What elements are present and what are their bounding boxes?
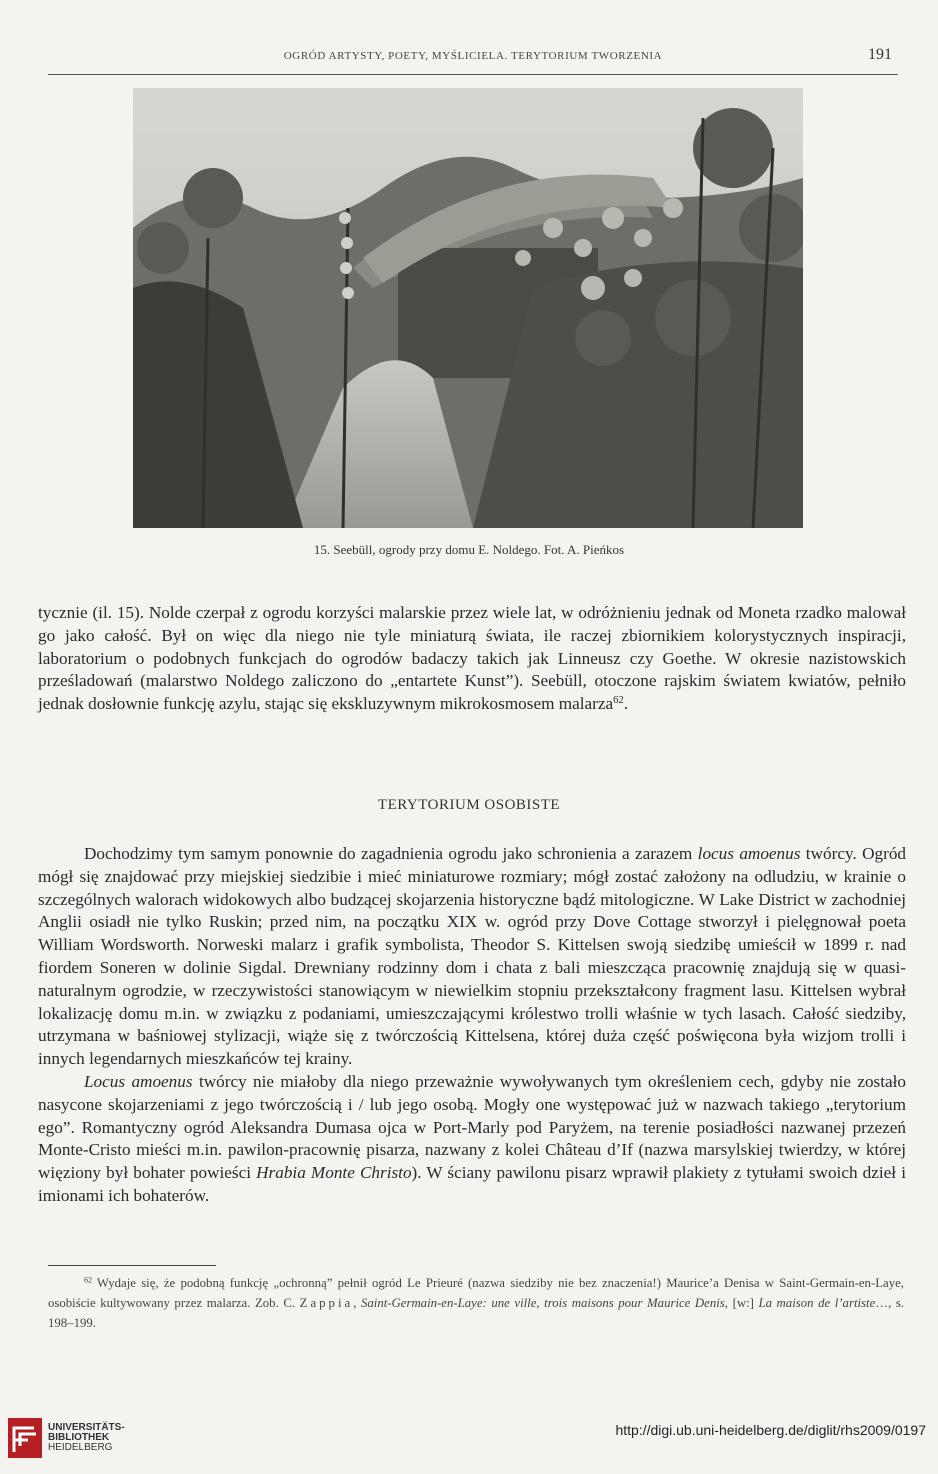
- paragraph-1: tycznie (il. 15). Nolde czerpał z ogrodu korzyści malarskie przez wiele lat, w odróżnieniu jednak od Moneta rzadko malował go jako całość. Był on więc dla niego nie tyle miniaturą świata, ile raczej zbiornikiem kolorystycznych inspiracji, laboratorium o podobnych funkcjach do ogrodów badaczy takich jak Linneusz czy Goethe. W okresie nazistowskich prześladowań (malarstwo Noldego zaliczono do „entartete Kunst”). Seebüll, otoczone rajskim światem kwiatów, pełniło jednak dosłownie funkcję azylu, stając się ekskluzywnym mikrokosmosem malarza$^{62}$.: [38, 603, 906, 714]
- figure-caption: 15. Seebüll, ogrody przy domu E. Noldego. Fot. A. Pieńkos: [313, 542, 625, 557]
- library-logo-icon: [8, 1418, 42, 1458]
- footnote: $^{62}$ Wydaje się, że podobną funkcję „ochronną” pełnił ogród Le Prieuré (nazwa siedziby nie bez znaczenia!) Maurice’a Denisa w Saint-Germain-en-Laye, osobiście kultywowany przez malarza. Zob. C. Zappia, Saint-Germain-en-Laye: une ville, trois maisons pour Maurice Denis, [w:] La maison de l’artiste…, s. 198–199.: [48, 1275, 905, 1330]
- source-url[interactable]: http://digi.ub.uni-heidelberg.de/diglit/rhs2009/0197: [615, 1422, 926, 1438]
- garden-photograph: [133, 88, 803, 528]
- footnote-author: Zappia: [299, 1296, 354, 1310]
- section-heading: TERYTORIUM OSOBISTE: [377, 797, 561, 813]
- body-text: [38, 843, 906, 1208]
- logo-line-2: BIBLIOTHEK: [48, 1432, 110, 1443]
- footnote-divider: [48, 1265, 216, 1266]
- library-logo: [8, 1418, 125, 1458]
- paragraph-2: Dochodzimy tym samym ponownie do zagadnienia ogrodu jako schronienia a zarazem locus amoenus twórcy. Ogród mógł się znajdować przy miejskiej siedzibie i mieć miniaturowe rozmiary; mógł zostać założony na odludziu, w krainie o szczególnych walorach widokowych albo budzącej skojarzenia historyczne bądź mitologiczne. W Lake District w zachodniej Anglii osiadł nie tylko Ruskin; przed nim, na początku XIX w. ogród przy Dove Cottage stworzył i pielęgnował poeta William Wordsworth. Norweski malarz i grafik symbolista, Theodor S. Kittelsen swoją siedzibę umieścił w 1899 r. nad fiordem Soneren w dolinie Sigdal. Drewniany rodzinny dom i chata z bali mieszcząca pracownię znajdują się w quasi-naturalnym ogrodzie, w rzeczywistości stanowiącym w niewielkim stopniu przekształcony fragment lasu. Kittelsen wybrał lokalizację domu m.in. w związku z podaniami, umieszczającymi królestwo trolli właśnie w tych lasach. Całość siedziby, utrzymana w baśniowej stylizacji, wiąże się z twórczością Kittelsena, której duża część poświęcona była wizjom trolli i innych legendarnych mieszkańców tej krainy.: [38, 844, 907, 1069]
- running-head: OGRÓD ARTYSTY, POETY, MYŚLICIELA. TERYTORIUM TWORZENIA: [283, 50, 663, 62]
- footnote-reference: 62: [613, 695, 624, 707]
- logo-line-3: HEIDELBERG: [48, 1442, 113, 1453]
- paragraph-3: Locus amoenus twórcy nie miałoby dla niego przeważnie wywoływanych tym określeniem cech, gdyby nie zostało nasycone skojarzeniami z jego twórczością i / lub jego osobą. Mogły one występować już w nazwach takiego „terytorium ego”. Romantyczny ogród Aleksandra Dumasa ojca w Port-Marly pod Paryżem, na terenie posiadłości nazwanej przezeń Monte-Cristo mieści m.in. pawilon-pracownię pisarza, nazwany z kolei Château d’If (nazwa marsylskiej twierdzy, w której więziony był bohater powieści Hrabia Monte Christo). W ściany pawilonu pisarz wprawił plakiety z tytułami swoich dzieł i imionami ich bohaterów.: [38, 1071, 906, 1205]
- page-header: [48, 44, 898, 75]
- logo-line-1: UNIVERSITÄTS-: [48, 1422, 125, 1433]
- page-number: 191: [868, 46, 892, 63]
- footnote-number: 62: [84, 1275, 92, 1285]
- paragraph-1-text: tycznie (il. 15). Nolde czerpał z ogrodu korzyści malarskie przez wiele lat, w odróżnieniu jednak od Moneta rzadko malował go jako całość. Był on więc dla niego nie tyle miniaturą świata, ile raczej zbiornikiem kolorystycznych inspiracji, laboratorium o podobnych funkcjach do ogrodów badaczy takich jak Linneusz czy Goethe. W okresie nazistowskich prześladowań (malarstwo Noldego zaliczono do „entartete Kunst”). Seebüll, otoczone rajskim światem kwiatów, pełniło jednak dosłownie funkcję azylu, stając się ekskluzywnym mikrokosmosem malarza: [38, 603, 906, 714]
